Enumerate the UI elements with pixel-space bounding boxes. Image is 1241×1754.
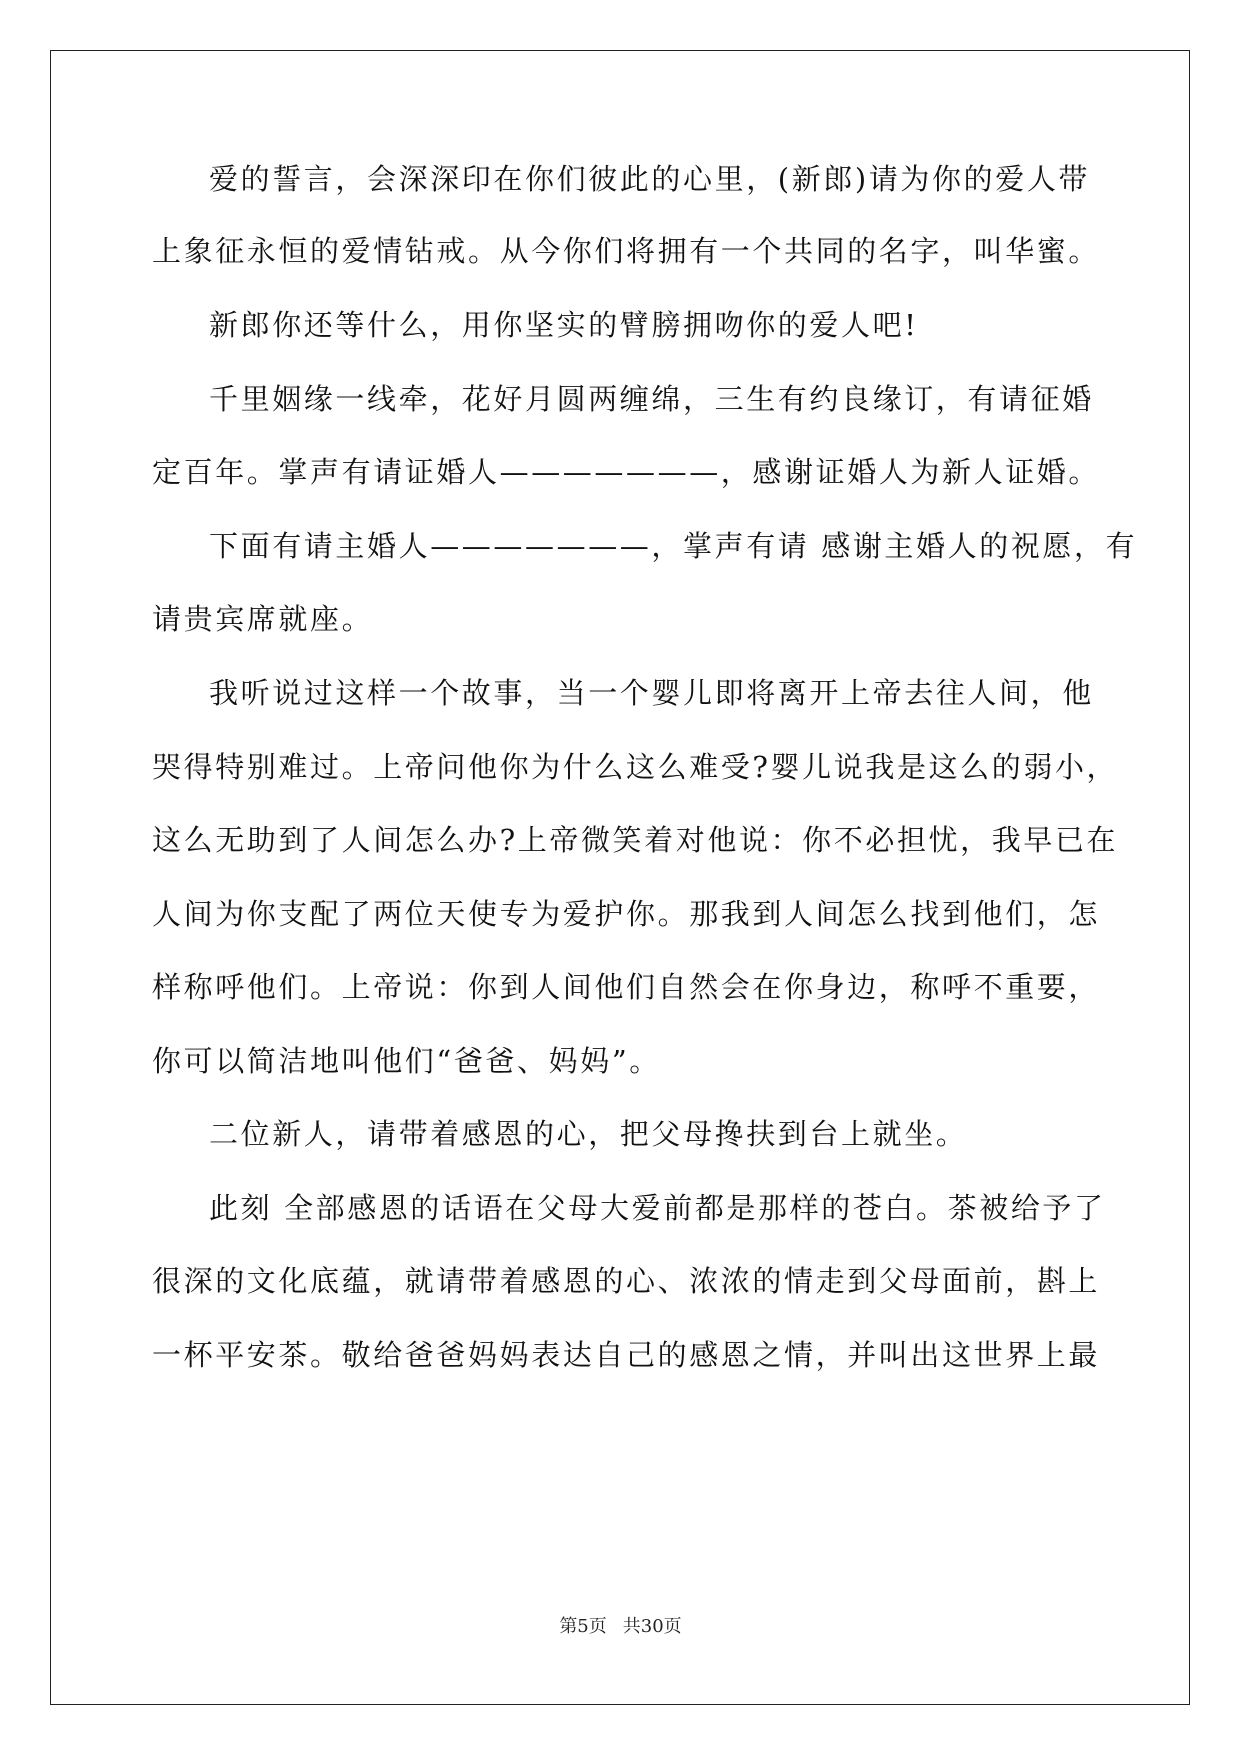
text-line: 新郎你还等什么，用你坚实的臂膀拥吻你的爱人吧! bbox=[209, 308, 919, 342]
page-total: 共30页 bbox=[622, 1616, 682, 1637]
text-line: 你可以简洁地叫他们“爸爸、妈妈”。 bbox=[152, 1044, 661, 1078]
page-footer bbox=[0, 1612, 1241, 1638]
text-line: 我听说过这样一个故事，当一个婴儿即将离开上帝去往人间，他 bbox=[209, 676, 1094, 710]
text-line: 哭得特别难过。上帝问他你为什么这么难受?婴儿说我是这么的弱小， bbox=[152, 750, 1119, 784]
text-line: 爱的誓言，会深深印在你们彼此的心里，(新郎)请为你的爱人带 bbox=[209, 162, 1091, 196]
text-line: 下面有请主婚人———————，掌声有请 感谢主婚人的祝愿，有 bbox=[209, 529, 1138, 563]
page-border bbox=[50, 50, 1190, 1705]
text-line: 上象征永恒的爱情钻戒。从今你们将拥有一个共同的名字，叫华蜜。 bbox=[152, 234, 1101, 268]
text-line: 样称呼他们。上帝说：你到人间他们自然会在你身边，称呼不重要， bbox=[152, 970, 1101, 1004]
text-line: 很深的文化底蕴，就请带着感恩的心、浓浓的情走到父母面前，斟上 bbox=[152, 1264, 1101, 1298]
text-line: 这么无助到了人间怎么办?上帝微笑着对他说：你不必担忧，我早已在 bbox=[152, 823, 1119, 857]
text-line: 一杯平安茶。敬给爸爸妈妈表达自己的感恩之情，并叫出这世界上最 bbox=[152, 1338, 1101, 1372]
text-line: 定百年。掌声有请证婚人———————，感谢证婚人为新人证婚。 bbox=[152, 455, 1101, 489]
text-line: 二位新人，请带着感恩的心，把父母搀扶到台上就坐。 bbox=[209, 1117, 968, 1151]
text-line: 千里姻缘一线牵，花好月圆两缠绵，三生有约良缘订，有请征婚 bbox=[209, 382, 1094, 416]
text-line: 请贵宾席就座。 bbox=[152, 602, 374, 636]
text-line: 人间为你支配了两位天使专为爱护你。那我到人间怎么找到他们，怎 bbox=[152, 897, 1101, 931]
text-line: 此刻 全部感恩的话语在父母大爱前都是那样的苍白。茶被给予了 bbox=[209, 1191, 1106, 1225]
page-number: 第5页 bbox=[559, 1616, 607, 1637]
